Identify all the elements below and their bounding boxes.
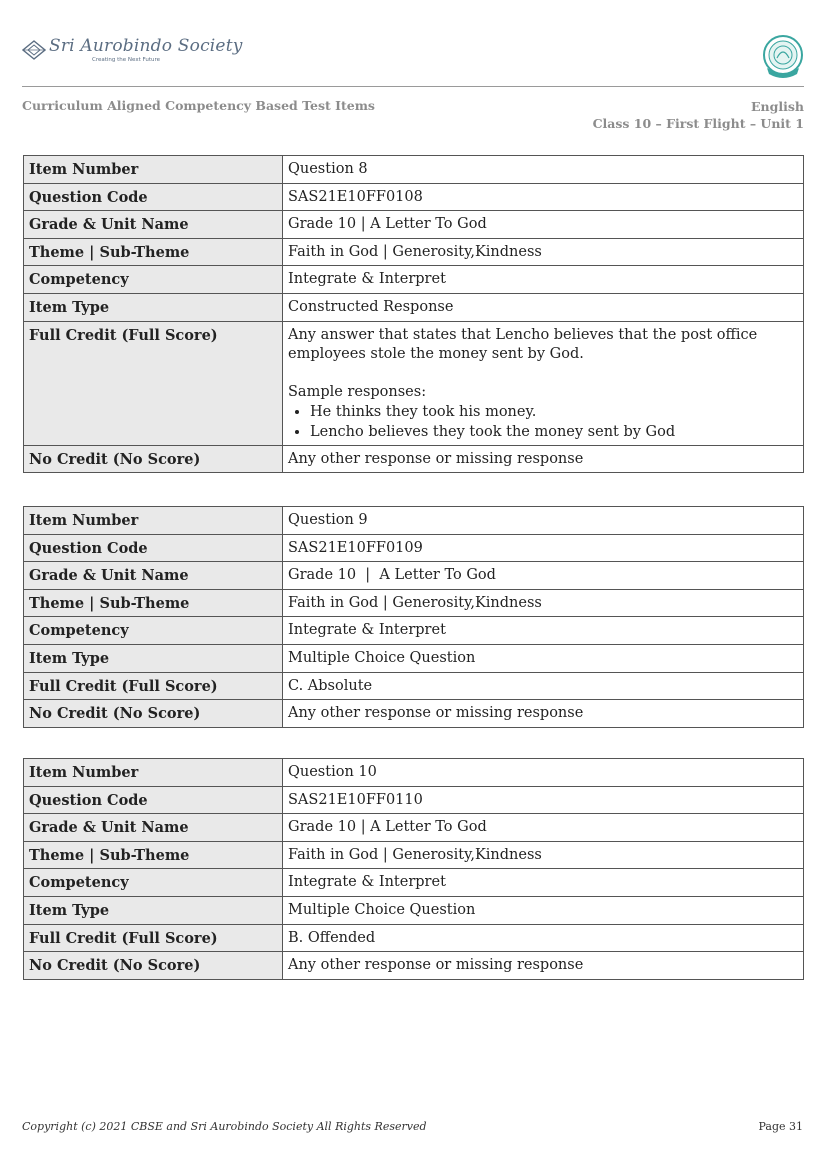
class-info: Class 10 – First Flight – Unit 1 (592, 116, 804, 131)
row-key: Full Credit (Full Score) (24, 321, 283, 445)
table-row (24, 759, 804, 787)
row-key: Grade & Unit Name (24, 211, 283, 239)
sample-responses-label: Sample responses: (288, 383, 427, 400)
table-row (24, 534, 804, 562)
row-key: Full Credit (Full Score) (24, 672, 283, 700)
table-row (24, 293, 804, 321)
row-key: Item Type (24, 896, 283, 924)
row-value (283, 321, 804, 445)
table-row (24, 321, 804, 445)
row-key: Theme | Sub-Theme (24, 841, 283, 869)
row-key: Full Credit (Full Score) (24, 924, 283, 952)
row-key: Competency (24, 266, 283, 294)
row-value: SAS21E10FF0110 (283, 786, 804, 814)
row-value: Any other response or missing response (283, 700, 804, 728)
lotus-logo-icon (22, 40, 46, 60)
row-value: SAS21E10FF0109 (283, 534, 804, 562)
table-row (24, 617, 804, 645)
table-row (24, 952, 804, 980)
row-value: Integrate & Interpret (283, 869, 804, 897)
table-row (24, 896, 804, 924)
row-value: Faith in God | Generosity,Kindness (283, 589, 804, 617)
list-item: • He thinks they took his money. (310, 402, 798, 422)
row-key: Theme | Sub-Theme (24, 238, 283, 266)
row-key: No Credit (No Score) (24, 952, 283, 980)
table-row (24, 156, 804, 184)
row-value: Multiple Choice Question (283, 644, 804, 672)
table-row (24, 700, 804, 728)
table-row (24, 211, 804, 239)
row-value: B. Offended (283, 924, 804, 952)
table-row (24, 266, 804, 294)
header-rule (22, 86, 804, 87)
item-table-q8 (23, 155, 804, 473)
logo-name: Sri Aurobindo Society (49, 36, 243, 56)
table-row (24, 644, 804, 672)
row-value: C. Absolute (283, 672, 804, 700)
sri-aurobindo-society-logo (22, 36, 243, 68)
row-value: Any other response or missing response (283, 445, 804, 473)
cbse-seal-icon (761, 34, 805, 80)
row-value: Grade 10 | A Letter To God (283, 814, 804, 842)
table-row (24, 589, 804, 617)
table-row (24, 869, 804, 897)
row-value: Any other response or missing response (283, 952, 804, 980)
table-row (24, 841, 804, 869)
table-row (24, 238, 804, 266)
row-key: Theme | Sub-Theme (24, 589, 283, 617)
table-row (24, 507, 804, 535)
row-value: SAS21E10FF0108 (283, 183, 804, 211)
item-table-q10 (23, 758, 804, 980)
row-key: Question Code (24, 786, 283, 814)
item-table-q9 (23, 506, 804, 728)
header-right (593, 98, 804, 132)
row-value: Integrate & Interpret (283, 617, 804, 645)
row-key: Grade & Unit Name (24, 814, 283, 842)
table-row (24, 672, 804, 700)
document-title: Curriculum Aligned Competency Based Test Items (22, 98, 375, 113)
row-key: Competency (24, 869, 283, 897)
copyright-notice: Copyright (c) 2021 CBSE and Sri Aurobindo Society All Rights Reserved (22, 1120, 427, 1133)
row-key: Item Number (24, 156, 283, 184)
row-value: Grade 10 | A Letter To God (283, 562, 804, 590)
table-row (24, 814, 804, 842)
row-key: Item Type (24, 293, 283, 321)
table-row (24, 445, 804, 473)
subject-label: English (751, 99, 804, 114)
row-key: Competency (24, 617, 283, 645)
row-key: Question Code (24, 534, 283, 562)
row-value: Constructed Response (283, 293, 804, 321)
logo-tagline: Creating the Next Future (92, 57, 160, 63)
row-key: Item Number (24, 507, 283, 535)
row-key: Question Code (24, 183, 283, 211)
table-row (24, 183, 804, 211)
page-number: Page 31 (758, 1120, 803, 1133)
row-key: No Credit (No Score) (24, 445, 283, 473)
row-key: Item Type (24, 644, 283, 672)
row-value: Question 8 (283, 156, 804, 184)
row-key: No Credit (No Score) (24, 700, 283, 728)
table-row (24, 562, 804, 590)
list-item: • Lencho believes they took the money sent by God (310, 422, 798, 442)
table-row (24, 924, 804, 952)
row-value: Grade 10 | A Letter To God (283, 211, 804, 239)
row-value: Faith in God | Generosity,Kindness (283, 841, 804, 869)
row-value: Multiple Choice Question (283, 896, 804, 924)
row-value: Question 10 (283, 759, 804, 787)
row-value: Faith in God | Generosity,Kindness (283, 238, 804, 266)
row-value: Integrate & Interpret (283, 266, 804, 294)
table-row (24, 786, 804, 814)
row-key: Grade & Unit Name (24, 562, 283, 590)
row-key: Item Number (24, 759, 283, 787)
sample-responses-list (288, 402, 798, 442)
full-credit-text: Any answer that states that Lencho believes that the post office employees stole the money sent by God. (288, 326, 758, 362)
row-value: Question 9 (283, 507, 804, 535)
